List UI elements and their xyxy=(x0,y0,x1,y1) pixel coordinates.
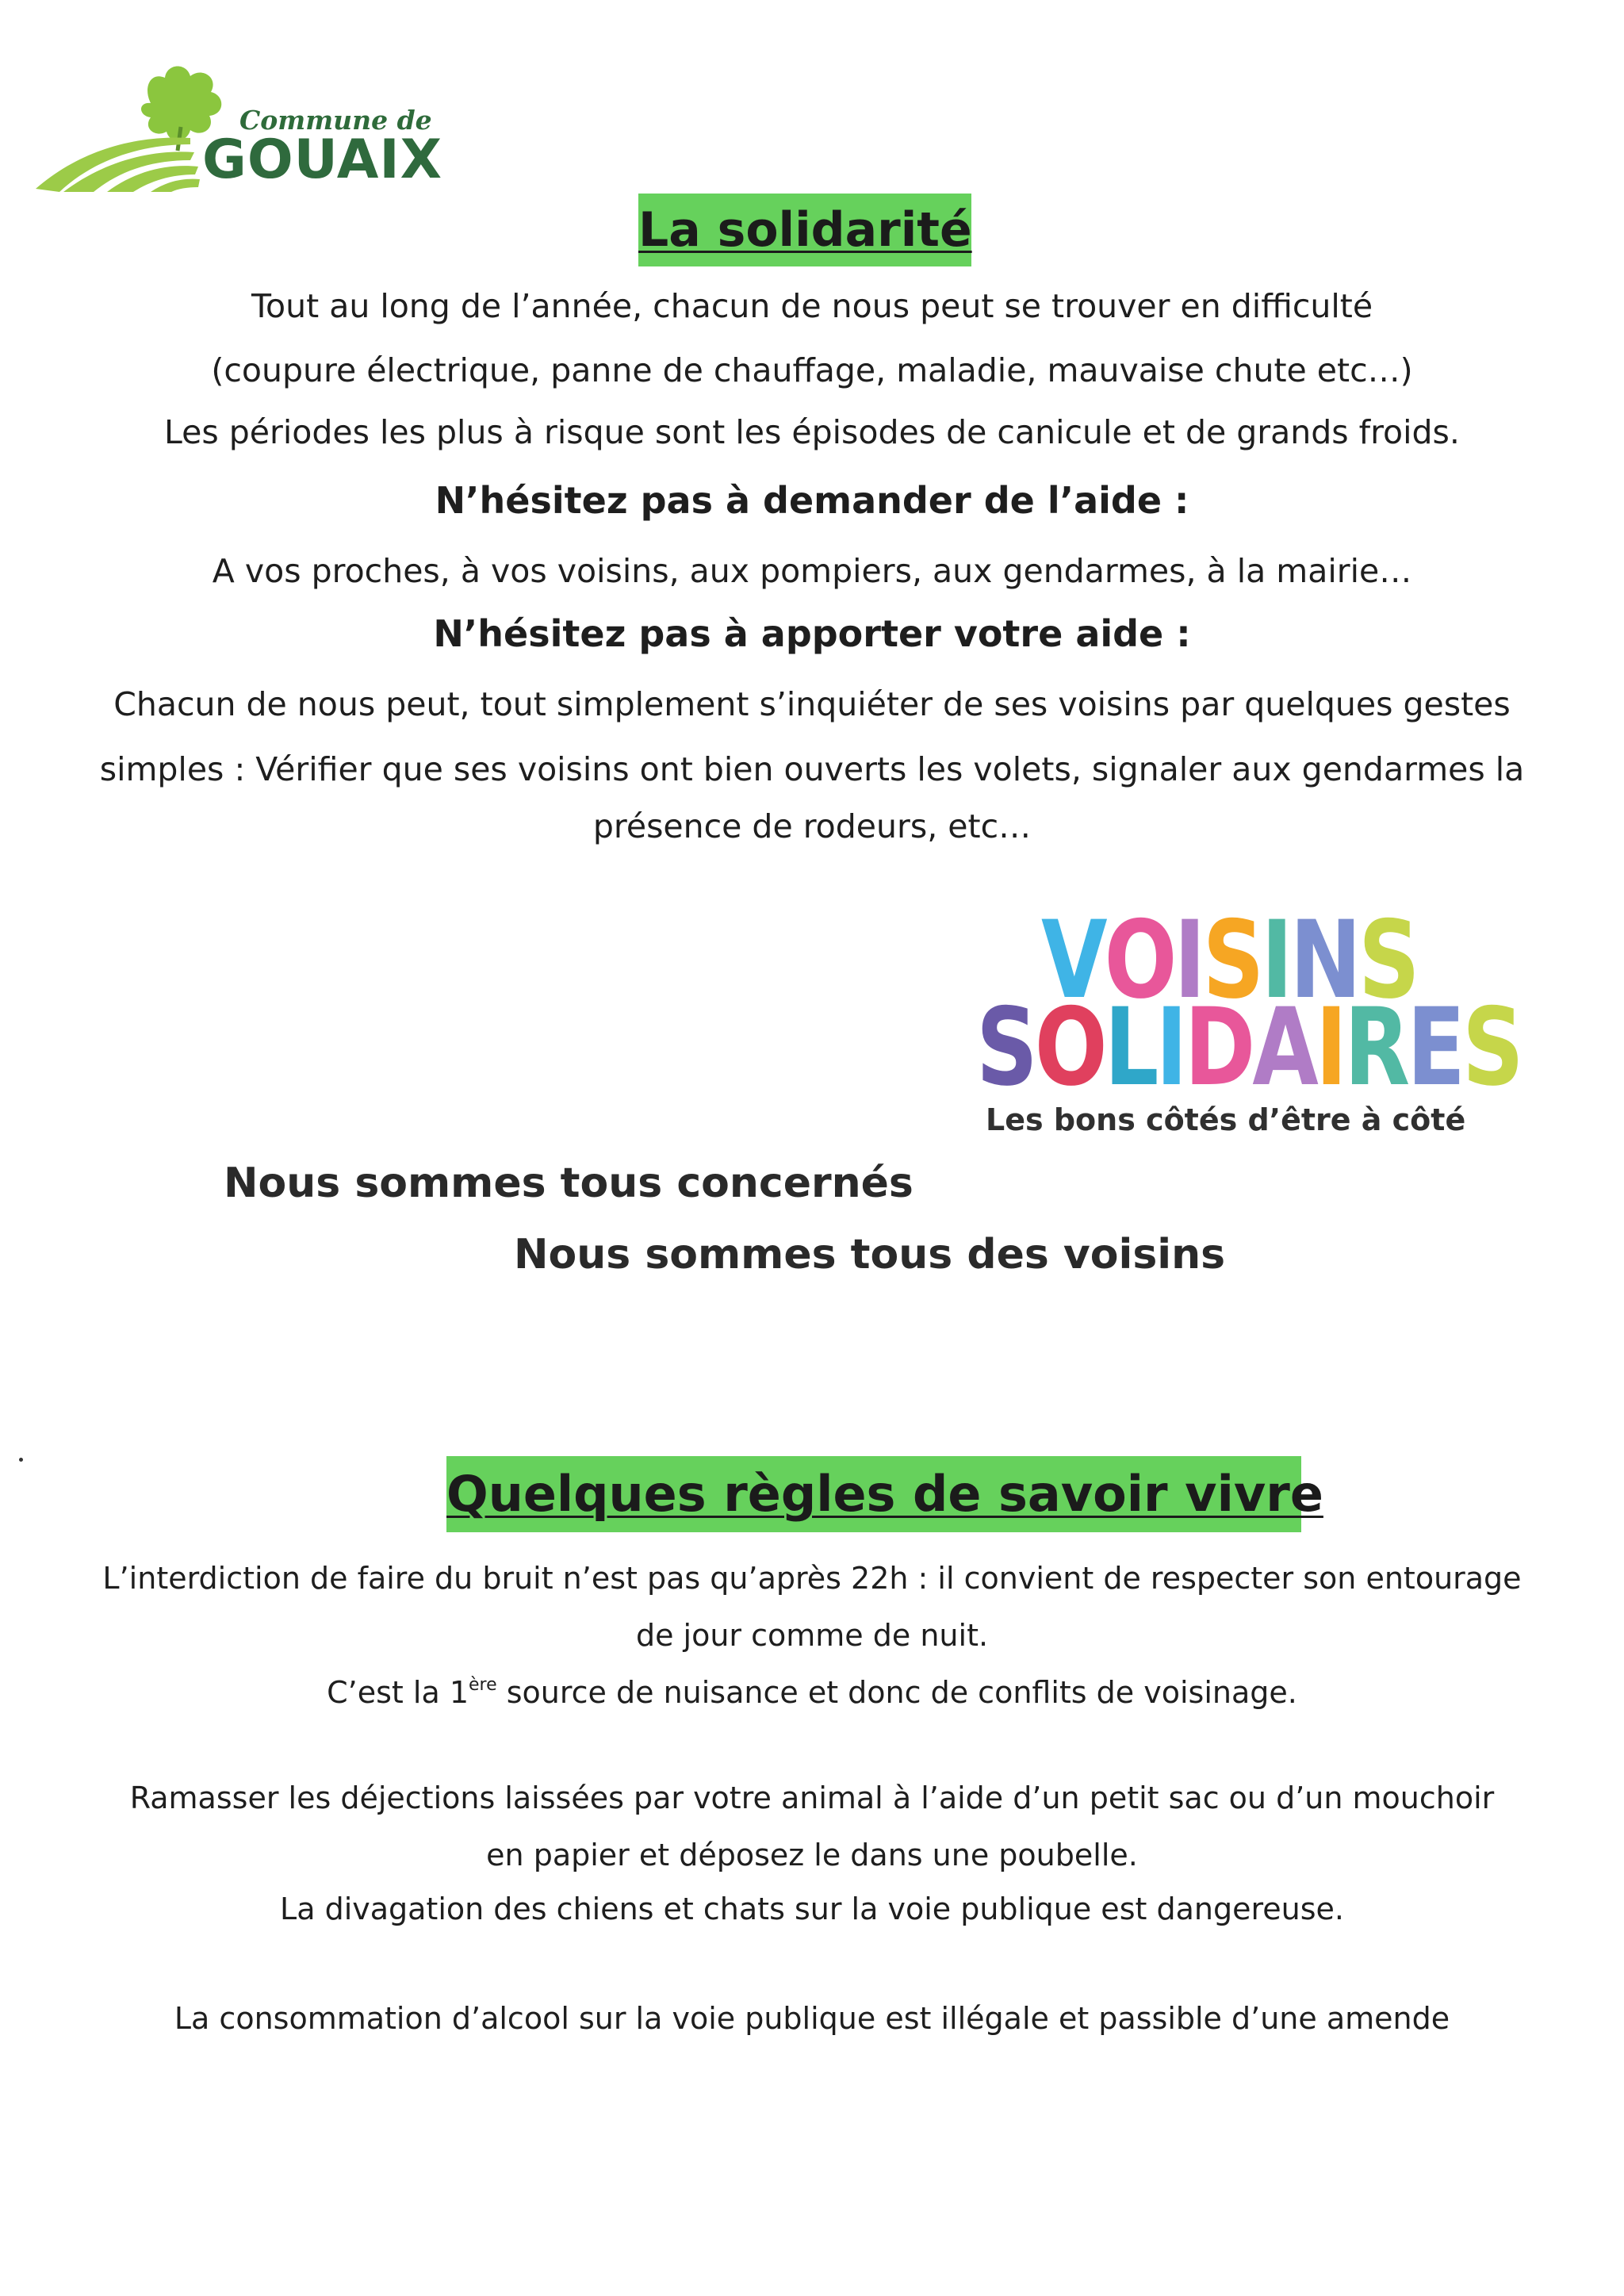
logo-letter: L xyxy=(1104,986,1156,1110)
commune-logo xyxy=(32,56,460,206)
section-title-solidarite: La solidarité xyxy=(638,194,971,266)
logo-letter: D xyxy=(1184,986,1253,1110)
logo-letter: I xyxy=(1155,986,1185,1110)
ordinal-superscript: ère xyxy=(469,1675,497,1695)
logo-letter: O xyxy=(1104,899,1174,1023)
solidarite-line-1: Tout au long de l’année, chacun de nous peut se trouver en difficulté xyxy=(251,287,1373,325)
slogan-line-1: Nous sommes tous concernés xyxy=(224,1159,914,1207)
logo-letter: S xyxy=(1202,899,1262,1023)
give-help-line-1: Chacun de nous peut, tout simplement s’inquiéter de ses voisins par quelques gestes xyxy=(113,685,1511,723)
noise-line-3-start: C’est la 1 xyxy=(327,1675,469,1710)
solidarite-line-2: (coupure électrique, panne de chauffage, maladie, mauvaise chute etc…) xyxy=(211,351,1413,389)
logo-town-name: GOUAIX xyxy=(202,128,443,191)
voisins-solidaires-logo xyxy=(971,899,1521,1150)
ask-help-heading: N’hésitez pas à demander de l’aide : xyxy=(435,479,1189,522)
logo-letter: O xyxy=(1034,986,1105,1110)
logo-letter: I xyxy=(1261,899,1290,1023)
logo-letter: S xyxy=(976,986,1035,1110)
noise-line-3-end: source de nuisance et donc de conflits de voisinage. xyxy=(496,1675,1297,1710)
logo-letter: V xyxy=(1041,899,1105,1023)
logo-solidaires-word xyxy=(976,986,1521,1110)
scan-speck xyxy=(19,1458,23,1462)
logo-letter: R xyxy=(1344,986,1408,1110)
logo-letter: I xyxy=(1315,986,1345,1110)
pets-line-2: en papier et déposez le dans une poubelle. xyxy=(486,1838,1138,1872)
noise-line-1: L’interdiction de faire du bruit n’est pas qu’après 22h : il convient de respecter son entourage xyxy=(102,1561,1522,1596)
give-help-line-3: présence de rodeurs, etc… xyxy=(592,807,1032,845)
solidarite-line-3: Les périodes les plus à risque sont les épisodes de canicule et de grands froids. xyxy=(164,413,1460,451)
logo-letter: E xyxy=(1407,986,1463,1110)
ask-help-text: A vos proches, à vos voisins, aux pompiers, aux gendarmes, à la mairie… xyxy=(212,552,1412,590)
logo-letter: S xyxy=(1358,899,1417,1023)
logo-letter: S xyxy=(1462,986,1521,1110)
logo-tagline: Les bons côtés d’être à côté xyxy=(986,1102,1466,1137)
alcohol-line: La consommation d’alcool sur la voie publique est illégale et passible d’une amende xyxy=(174,2001,1450,2036)
logo-letter: N xyxy=(1289,899,1358,1023)
logo-letter: A xyxy=(1252,986,1316,1110)
noise-line-3 xyxy=(0,1675,1624,1710)
slogan-line-2: Nous sommes tous des voisins xyxy=(514,1231,1226,1278)
pets-line-3: La divagation des chiens et chats sur la voie publique est dangereuse. xyxy=(280,1892,1344,1926)
logo-commune-text: Commune de xyxy=(239,105,432,136)
noise-line-2: de jour comme de nuit. xyxy=(635,1618,989,1653)
pets-line-1: Ramasser les déjections laissées par votre animal à l’aide d’un petit sac ou d’un mouchoir xyxy=(129,1780,1495,1815)
give-help-heading: N’hésitez pas à apporter votre aide : xyxy=(433,612,1191,655)
give-help-line-2: simples : Vérifier que ses voisins ont bien ouverts les volets, signaler aux gendarmes la xyxy=(99,750,1525,788)
logo-letter: I xyxy=(1174,899,1203,1023)
section-title-savoir-vivre: Quelques règles de savoir vivre xyxy=(446,1456,1301,1532)
